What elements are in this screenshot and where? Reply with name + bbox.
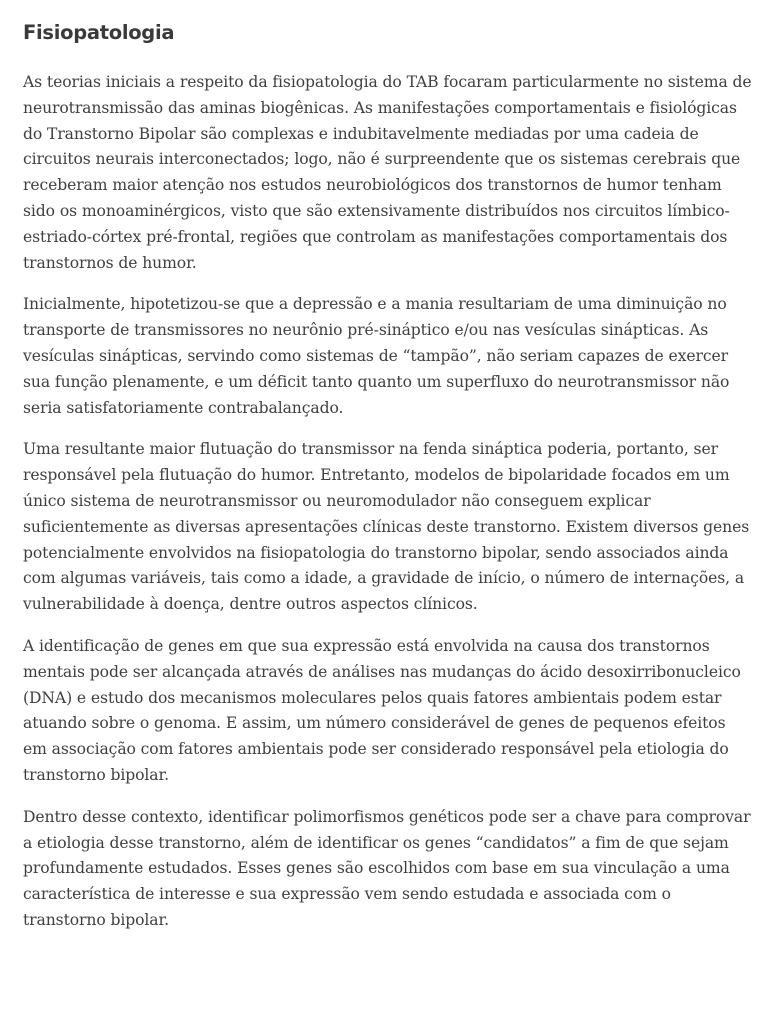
section-heading: Fisiopatologia bbox=[23, 21, 175, 44]
paragraph-2: Inicialmente, hipotetizou-se que a depressão e a mania resultariam de uma diminuição no transporte de transmissores no neurônio pré-sináptico e/ou nas vesículas sinápticas. As vesículas sinápticas, servindo como sistemas de “tampão”, não seriam capazes de exercer sua função plenamente, e um déficit tanto quanto um superfluxo do neurotransmissor não seria satisfatoriamente contrabalançado. bbox=[23, 295, 730, 417]
paragraph-5: Dentro desse contexto, identificar polimorfismos genéticos pode ser a chave para comprovar a etiologia desse transtorno, além de identificar os genes “candidatos” a fim de que sejam profundamente estudados. Esses genes são escolhidos com base em sua vinculação a uma característica de interesse e sua expressão vem sendo estudada e associada com o transtorno bipolar. bbox=[23, 807, 751, 929]
paragraph-3: Uma resultante maior flutuação do transmissor na fenda sináptica poderia, portanto, ser responsável pela flutuação do humor. Entretanto, modelos de bipolaridade focados em um único sistema de neurotransmissor ou neuromodulador não conseguem explicar suficientemente as diversas apresentações clínicas deste transtorno. Existem diversos genes potencialmente envolvidos na fisiopatologia do transtorno bipolar, sendo associados ainda com algumas variáveis, tais como a idade, a gravidade de início, o número de internações, a vulnerabilidade à doença, dentre outros aspectos clínicos. bbox=[23, 440, 750, 614]
paragraph-4: A identificação de genes em que sua expressão está envolvida na causa dos transtornos mentais pode ser alcançada através de análises nas mudanças do ácido desoxirribonucleico (DNA) e estudo dos mecanismos moleculares pelos quais fatores ambientais podem estar atuando sobre o genoma. E assim, um número considerável de genes de pequenos efeitos em associação com fatores ambientais pode ser considerado responsável pela etiologia do transtorno bipolar. bbox=[23, 636, 741, 784]
article bbox=[23, 18, 753, 950]
paragraph-1: As teorias iniciais a respeito da fisiopatologia do TAB focaram particularmente no sistema de neurotransmissão das aminas biogênicas. As manifestações comportamentais e fisiológicas do Transtorno Bipolar são complexas e indubitavelmente mediadas por uma cadeia de circuitos neurais interconectados; logo, não é surpreendente que os sistemas cerebrais que receberam maior atenção nos estudos neurobiológicos dos transtornos de humor tenham sido os monoaminérgicos, visto que são extensivamente distribuídos nos circuitos límbico-estriado-córtex pré-frontal, regiões que controlam as manifestações comportamentais dos transtornos de humor. bbox=[23, 73, 752, 272]
